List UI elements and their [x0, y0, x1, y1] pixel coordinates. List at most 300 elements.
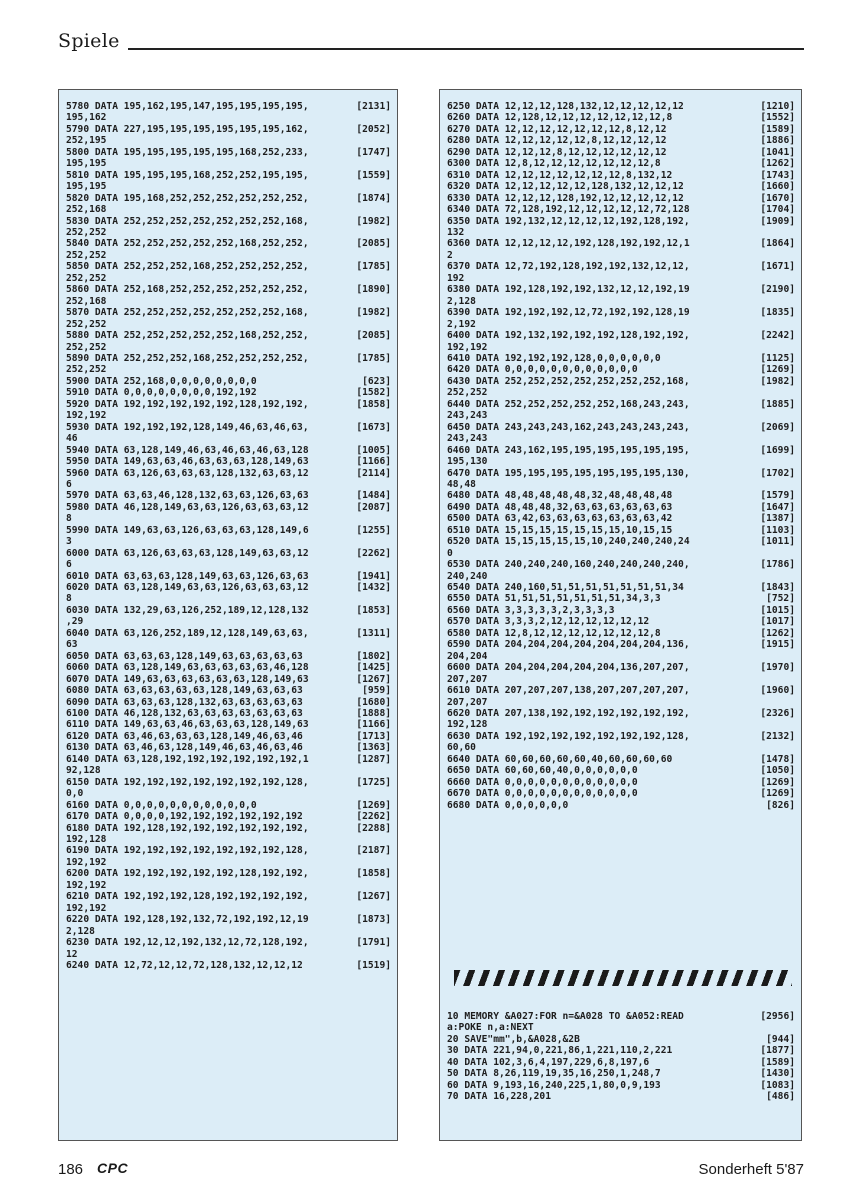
code-line: 5870 DATA 252,252,252,252,252,252,252,168,	[66, 307, 309, 319]
code-line: 5910 DATA 0,0,0,0,0,0,0,0,192,192	[66, 387, 257, 399]
listing-entry	[447, 330, 795, 353]
listing-entry	[447, 135, 795, 146]
code-line: 6260 DATA 12,128,12,12,12,12,12,12,12,8	[447, 112, 673, 124]
checksum: [1671]	[760, 261, 795, 273]
code-line: 6290 DATA 12,12,12,8,12,12,12,12,12,12	[447, 146, 667, 158]
code-line: 6280 DATA 12,12,12,12,12,8,12,12,12,12	[447, 135, 667, 147]
listing-entry	[66, 697, 391, 708]
code-continuation: 240,240	[447, 570, 488, 582]
checksum: [1890]	[356, 284, 391, 296]
listing-entry	[447, 204, 795, 215]
listing-entry	[66, 387, 391, 398]
checksum: [2190]	[760, 284, 795, 296]
listing-entry	[447, 112, 795, 123]
listing-entry	[447, 445, 795, 468]
code-line: 5820 DATA 195,168,252,252,252,252,252,252,	[66, 192, 309, 204]
code-line: 5810 DATA 195,195,195,168,252,252,195,195,	[66, 169, 309, 181]
checksum: [1050]	[760, 765, 795, 777]
code-line: 6360 DATA 12,12,12,12,192,128,192,192,12,1	[447, 238, 690, 250]
code-line: 6460 DATA 243,162,195,195,195,195,195,195,	[447, 444, 690, 456]
checksum: [1267]	[356, 673, 391, 685]
listing-entry	[66, 605, 391, 628]
listing-entry	[447, 422, 795, 445]
data-listing-left	[66, 101, 391, 971]
code-continuation: 252,252	[66, 249, 107, 261]
code-continuation: 60,60	[447, 742, 476, 754]
code-line: 40 DATA 102,3,6,4,197,229,6,8,197,6	[447, 1056, 650, 1068]
listing-entry	[66, 170, 391, 193]
code-line: 5900 DATA 252,168,0,0,0,0,0,0,0,0	[66, 375, 257, 387]
listing-entry	[66, 719, 391, 730]
section-title: Spiele	[58, 30, 120, 52]
code-line: 6070 DATA 149,63,63,63,63,63,63,128,149,63	[66, 673, 309, 685]
code-line: 5980 DATA 46,128,149,63,63,126,63,63,63,12	[66, 501, 309, 513]
listing-entry	[447, 1057, 795, 1068]
listing-entry	[447, 399, 795, 422]
code-continuation: 192,128	[447, 719, 488, 731]
code-continuation: 46	[66, 433, 78, 445]
checksum: [2052]	[356, 123, 391, 135]
issue-label: Sonderheft 5'87	[698, 1161, 804, 1178]
checksum: [1835]	[760, 307, 795, 319]
checksum: [1083]	[760, 1079, 795, 1091]
listing-entry	[447, 708, 795, 731]
checksum: [1311]	[356, 627, 391, 639]
code-line: 6320 DATA 12,12,12,12,12,128,132,12,12,12	[447, 181, 684, 193]
listing-entry	[66, 147, 391, 170]
listing-entry	[447, 616, 795, 627]
checksum: [2956]	[760, 1011, 795, 1022]
listing-entry	[447, 284, 795, 307]
code-line: 6650 DATA 60,60,60,40,0,0,0,0,0,0	[447, 765, 638, 777]
code-continuation: 192,128	[66, 834, 107, 845]
code-line: 6430 DATA 252,252,252,252,252,252,252,168,	[447, 375, 690, 387]
checksum: [1982]	[356, 215, 391, 227]
listing-entry	[447, 158, 795, 169]
code-continuation: 6	[66, 478, 72, 490]
checksum: [623]	[362, 375, 391, 387]
code-continuation: 252,252	[66, 226, 107, 238]
checksum: [1519]	[356, 959, 391, 971]
code-line: 6160 DATA 0,0,0,0,0,0,0,0,0,0,0,0	[66, 799, 257, 811]
code-line: 6220 DATA 192,128,192,132,72,192,192,12,19	[66, 914, 309, 926]
listing-entry	[447, 502, 795, 513]
code-continuation: 92,128	[66, 765, 101, 777]
code-line: 6340 DATA 72,128,192,12,12,12,12,12,72,128	[447, 204, 690, 216]
listing-entry	[66, 468, 391, 491]
listing-entry	[66, 914, 391, 937]
code-line: 6600 DATA 204,204,204,204,204,136,207,207,	[447, 662, 690, 674]
code-continuation: 252,252	[66, 341, 107, 353]
code-continuation: ,29	[66, 616, 84, 628]
checksum: [1960]	[760, 685, 795, 697]
checksum: [1785]	[356, 352, 391, 364]
checksum: [1713]	[356, 730, 391, 742]
code-line: 6570 DATA 3,3,3,2,12,12,12,12,12,12	[447, 616, 650, 628]
code-line: 6240 DATA 12,72,12,12,72,128,132,12,12,12	[66, 959, 303, 971]
listing-entry	[66, 307, 391, 330]
listing-entry	[447, 307, 795, 330]
checksum: [752]	[766, 593, 795, 605]
listing-entry	[447, 582, 795, 593]
checksum: [1970]	[760, 662, 795, 674]
checksum: [944]	[766, 1033, 795, 1045]
code-line: 6130 DATA 63,46,63,128,149,46,63,46,63,46	[66, 742, 303, 754]
listing-entry	[66, 845, 391, 868]
listing-entry	[447, 364, 795, 375]
checksum: [1579]	[760, 490, 795, 502]
checksum: [1843]	[760, 582, 795, 594]
listing-entry	[447, 1045, 795, 1056]
code-line: 5830 DATA 252,252,252,252,252,252,252,168,	[66, 215, 309, 227]
listing-panel-left	[58, 89, 398, 1141]
checksum: [2326]	[760, 708, 795, 720]
checksum: [1785]	[356, 261, 391, 273]
listing-entry	[66, 754, 391, 777]
listing-entry	[447, 124, 795, 135]
listing-entry	[66, 525, 391, 548]
code-line: 6350 DATA 192,132,12,12,12,12,192,128,192,	[447, 215, 690, 227]
listing-entry	[66, 960, 391, 971]
listing-entry	[447, 593, 795, 604]
code-continuation: 192,192	[66, 902, 107, 914]
code-continuation: 252,252	[66, 318, 107, 330]
code-line: 6580 DATA 12,8,12,12,12,12,12,12,12,8	[447, 627, 661, 639]
code-line: 6620 DATA 207,138,192,192,192,192,192,192,	[447, 708, 690, 720]
checksum: [1909]	[760, 215, 795, 227]
code-line: 6440 DATA 252,252,252,252,252,168,243,243,	[447, 398, 690, 410]
code-line: 6190 DATA 192,192,192,192,192,192,192,128,	[66, 845, 309, 857]
checksum: [1041]	[760, 146, 795, 158]
code-line: 6380 DATA 192,128,192,192,132,12,12,192,19	[447, 284, 690, 296]
code-line: 6660 DATA 0,0,0,0,0,0,0,0,0,0,0,0	[447, 776, 638, 788]
code-line: 6410 DATA 192,192,192,128,0,0,0,0,0,0	[447, 352, 661, 364]
code-line: 50 DATA 8,26,119,19,35,16,250,1,248,7	[447, 1068, 661, 1080]
listing-entry	[66, 502, 391, 525]
code-line: 6110 DATA 149,63,63,46,63,63,63,128,149,63	[66, 719, 309, 731]
listing-entry	[447, 376, 795, 399]
listing-entry	[447, 513, 795, 524]
checksum: [1702]	[760, 467, 795, 479]
checksum: [1982]	[760, 375, 795, 387]
listing-entry	[447, 101, 795, 112]
checksum: [1802]	[356, 650, 391, 662]
code-continuation: 252,252	[447, 387, 488, 399]
cpc-logo: CPC	[97, 1160, 129, 1176]
listing-entry	[447, 490, 795, 501]
checksum: [1864]	[760, 238, 795, 250]
hatched-separator	[454, 970, 792, 986]
checksum: [1582]	[356, 387, 391, 399]
checksum: [2262]	[356, 547, 391, 559]
checksum: [1699]	[760, 444, 795, 456]
code-line: 5780 DATA 195,162,195,147,195,195,195,195,	[66, 101, 309, 112]
listing-entry	[66, 261, 391, 284]
listing-entry	[447, 754, 795, 765]
checksum: [959]	[362, 685, 391, 697]
checksum: [1425]	[356, 662, 391, 674]
checksum: [1478]	[760, 753, 795, 765]
checksum: [1873]	[356, 914, 391, 926]
code-line: 6330 DATA 12,12,12,128,192,12,12,12,12,12	[447, 192, 684, 204]
code-continuation: 243,243	[447, 410, 488, 422]
code-line: 6250 DATA 12,12,12,128,132,12,12,12,12,12	[447, 101, 684, 112]
listing-entry	[66, 399, 391, 422]
code-line: 6560 DATA 3,3,3,3,3,2,3,3,3,3	[447, 604, 615, 616]
listing-entry	[447, 181, 795, 192]
checksum: [1262]	[760, 627, 795, 639]
listing-entry	[447, 1034, 795, 1045]
listing-entry	[66, 891, 391, 914]
checksum: [1704]	[760, 204, 795, 216]
code-continuation: 252,195	[66, 135, 107, 147]
listing-entry	[66, 823, 391, 846]
listing-entry	[66, 330, 391, 353]
code-line: 6210 DATA 192,192,192,128,192,192,192,192,	[66, 891, 309, 903]
listing-entry	[447, 777, 795, 788]
code-line: 6120 DATA 63,46,63,63,63,128,149,46,63,46	[66, 730, 303, 742]
code-line: 6450 DATA 243,243,243,162,243,243,243,243,	[447, 421, 690, 433]
code-line: 6490 DATA 48,48,48,32,63,63,63,63,63,63	[447, 501, 673, 513]
code-line: 6590 DATA 204,204,204,204,204,204,204,136,	[447, 639, 690, 651]
checksum: [1017]	[760, 616, 795, 628]
code-line: 6370 DATA 12,72,192,128,192,192,132,12,12,	[447, 261, 690, 273]
page-header	[58, 30, 804, 54]
code-continuation: 192,192	[447, 341, 488, 353]
checksum: [1103]	[760, 524, 795, 536]
page-number: 186	[58, 1161, 84, 1178]
listing-entry	[66, 284, 391, 307]
checksum: [1589]	[760, 123, 795, 135]
listing-entry	[66, 353, 391, 376]
checksum: [1660]	[760, 181, 795, 193]
checksum: [1269]	[760, 776, 795, 788]
listing-entry	[66, 651, 391, 662]
listing-entry	[66, 238, 391, 261]
listing-entry	[66, 662, 391, 673]
checksum: [2131]	[356, 101, 391, 112]
checksum: [1432]	[356, 582, 391, 594]
code-continuation: 252,252	[66, 272, 107, 284]
code-line: 5890 DATA 252,252,252,168,252,252,252,252,	[66, 352, 309, 364]
checksum: [1015]	[760, 604, 795, 616]
listing-entry	[66, 937, 391, 960]
checksum: [1363]	[356, 742, 391, 754]
code-line: 5880 DATA 252,252,252,252,252,168,252,252,	[66, 330, 309, 342]
listing-entry	[447, 525, 795, 536]
listing-entry	[447, 193, 795, 204]
code-line: 6530 DATA 240,240,240,160,240,240,240,240,	[447, 559, 690, 571]
code-line: 6180 DATA 192,128,192,192,192,192,192,192,	[66, 822, 309, 834]
code-continuation: a:POKE n,a:NEXT	[447, 1022, 534, 1034]
checksum: [1680]	[356, 696, 391, 708]
code-line: 6480 DATA 48,48,48,48,48,32,48,48,48,48	[447, 490, 673, 502]
code-line: 6030 DATA 132,29,63,126,252,189,12,128,132	[66, 604, 309, 616]
code-line: 70 DATA 16,228,201	[447, 1091, 551, 1103]
listing-entry	[447, 731, 795, 754]
code-line: 20 SAVE"mm",b,&A028,&2B	[447, 1033, 580, 1045]
listing-entry	[66, 193, 391, 216]
checksum: [1430]	[760, 1068, 795, 1080]
code-continuation: 252,168	[66, 204, 107, 216]
checksum: [1725]	[356, 776, 391, 788]
listing-entry	[447, 1068, 795, 1079]
checksum: [1786]	[760, 559, 795, 571]
checksum: [1853]	[356, 604, 391, 616]
code-line: 5950 DATA 149,63,63,46,63,63,63,128,149,63	[66, 456, 309, 468]
checksum: [1589]	[760, 1056, 795, 1068]
checksum: [2132]	[760, 730, 795, 742]
code-line: 5800 DATA 195,195,195,195,195,168,252,233,	[66, 146, 309, 158]
code-line: 6140 DATA 63,128,192,192,192,192,192,192,1	[66, 753, 309, 765]
checksum: [2085]	[356, 330, 391, 342]
listing-entry	[447, 536, 795, 559]
checksum: [2114]	[356, 467, 391, 479]
code-continuation: 0	[447, 547, 453, 559]
code-line: 5920 DATA 192,192,192,192,192,128,192,192,	[66, 398, 309, 410]
code-line: 6470 DATA 195,195,195,195,195,195,195,130,	[447, 467, 690, 479]
listing-entry	[66, 490, 391, 501]
checksum: [1647]	[760, 501, 795, 513]
listing-entry	[447, 1080, 795, 1091]
code-continuation: 192	[447, 272, 465, 284]
code-line: 5990 DATA 149,63,63,126,63,63,63,128,149,6	[66, 524, 309, 536]
code-line: 5970 DATA 63,63,46,128,132,63,63,126,63,63	[66, 490, 309, 502]
checksum: [1886]	[760, 135, 795, 147]
code-continuation: 2,128	[66, 925, 95, 937]
listing-entry	[447, 238, 795, 261]
checksum: [1747]	[356, 146, 391, 158]
checksum: [1888]	[356, 708, 391, 720]
checksum: [1874]	[356, 192, 391, 204]
code-line: 6020 DATA 63,128,149,63,63,126,63,63,63,12	[66, 582, 309, 594]
code-line: 5840 DATA 252,252,252,252,252,168,252,252,	[66, 238, 309, 250]
code-continuation: 192,192	[66, 410, 107, 422]
checksum: [1670]	[760, 192, 795, 204]
listing-entry	[66, 708, 391, 719]
listing-entry	[66, 101, 391, 124]
code-continuation: 204,204	[447, 650, 488, 662]
code-line: 6230 DATA 192,12,12,192,132,12,72,128,192,	[66, 937, 309, 949]
listing-entry	[447, 353, 795, 364]
code-line: 5960 DATA 63,126,63,63,63,128,132,63,63,12	[66, 467, 309, 479]
checksum: [1552]	[760, 112, 795, 124]
listing-entry	[447, 1091, 795, 1102]
code-line: 6060 DATA 63,128,149,63,63,63,63,63,46,128	[66, 662, 309, 674]
code-continuation: 8	[66, 593, 72, 605]
listing-entry	[66, 124, 391, 147]
code-line: 6080 DATA 63,63,63,63,63,128,149,63,63,63	[66, 685, 303, 697]
code-continuation: 243,243	[447, 433, 488, 445]
code-continuation: 2,128	[447, 295, 476, 307]
code-line: 6610 DATA 207,207,207,138,207,207,207,207,	[447, 685, 690, 697]
checksum: [2187]	[356, 845, 391, 857]
listing-entry	[447, 468, 795, 491]
code-continuation: 207,207	[447, 673, 488, 685]
listing-entry	[447, 170, 795, 181]
listing-entry	[66, 800, 391, 811]
listing-entry	[447, 788, 795, 799]
code-line: 6670 DATA 0,0,0,0,0,0,0,0,0,0,0,0	[447, 788, 638, 800]
code-line: 60 DATA 9,193,16,240,225,1,80,0,9,193	[447, 1079, 661, 1091]
checksum: [1267]	[356, 891, 391, 903]
code-continuation: 8	[66, 513, 72, 525]
code-line: 30 DATA 221,94,0,221,86,1,221,110,2,221	[447, 1045, 673, 1057]
code-line: 6150 DATA 192,192,192,192,192,192,192,128,	[66, 776, 309, 788]
checksum: [1941]	[356, 570, 391, 582]
code-continuation: 0,0	[66, 788, 84, 800]
listing-entry	[66, 742, 391, 753]
listing-entry	[66, 868, 391, 891]
listing-entry	[66, 376, 391, 387]
code-continuation: 48,48	[447, 478, 476, 490]
code-continuation: 252,168	[66, 295, 107, 307]
listing-entry	[66, 548, 391, 571]
code-line: 6090 DATA 63,63,63,128,132,63,63,63,63,63	[66, 696, 303, 708]
code-line: 6040 DATA 63,126,252,189,12,128,149,63,63,	[66, 627, 309, 639]
code-line: 6540 DATA 240,160,51,51,51,51,51,51,51,34	[447, 582, 684, 594]
code-continuation: 63	[66, 639, 78, 651]
code-line: 5850 DATA 252,252,252,168,252,252,252,252,	[66, 261, 309, 273]
checksum: [1559]	[356, 169, 391, 181]
code-continuation: 132	[447, 226, 465, 238]
code-line: 6100 DATA 46,128,132,63,63,63,63,63,63,63	[66, 708, 303, 720]
listing-entry	[66, 571, 391, 582]
code-line: 6510 DATA 15,15,15,15,15,15,15,10,15,15	[447, 524, 673, 536]
code-continuation: 3	[66, 536, 72, 548]
checksum: [1484]	[356, 490, 391, 502]
checksum: [1011]	[760, 536, 795, 548]
checksum: [1877]	[760, 1045, 795, 1057]
checksum: [1287]	[356, 753, 391, 765]
listing-panel-right	[439, 89, 802, 1141]
checksum: [2085]	[356, 238, 391, 250]
checksum: [1885]	[760, 398, 795, 410]
listing-entry	[447, 800, 795, 811]
code-line: 10 MEMORY &A027:FOR n=&A028 TO &A052:READ	[447, 1011, 684, 1022]
code-line: 6050 DATA 63,63,63,128,149,63,63,63,63,63	[66, 650, 303, 662]
listing-entry	[66, 674, 391, 685]
listing-entry	[447, 216, 795, 239]
listing-entry	[447, 1011, 795, 1034]
checksum: [1210]	[760, 101, 795, 112]
listing-entry	[66, 685, 391, 696]
checksum: [2288]	[356, 822, 391, 834]
checksum: [1166]	[356, 719, 391, 731]
checksum: [2262]	[356, 811, 391, 823]
checksum: [1005]	[356, 444, 391, 456]
code-continuation: 2	[447, 249, 453, 261]
listing-entry	[447, 261, 795, 284]
listing-entry	[66, 422, 391, 445]
listing-entry	[66, 582, 391, 605]
code-continuation: 207,207	[447, 696, 488, 708]
checksum: [1269]	[760, 788, 795, 800]
listing-entry	[66, 811, 391, 822]
checksum: [1858]	[356, 868, 391, 880]
code-line: 6640 DATA 60,60,60,60,60,40,60,60,60,60	[447, 753, 673, 765]
listing-entry	[66, 456, 391, 467]
code-line: 5930 DATA 192,192,192,128,149,46,63,46,63,	[66, 421, 309, 433]
data-listing-right	[447, 101, 795, 811]
title-rule	[128, 48, 804, 50]
checksum: [1673]	[356, 421, 391, 433]
checksum: [1915]	[760, 639, 795, 651]
listing-entry	[447, 147, 795, 158]
loader-listing	[447, 1011, 795, 1103]
listing-entry	[447, 605, 795, 616]
checksum: [1982]	[356, 307, 391, 319]
